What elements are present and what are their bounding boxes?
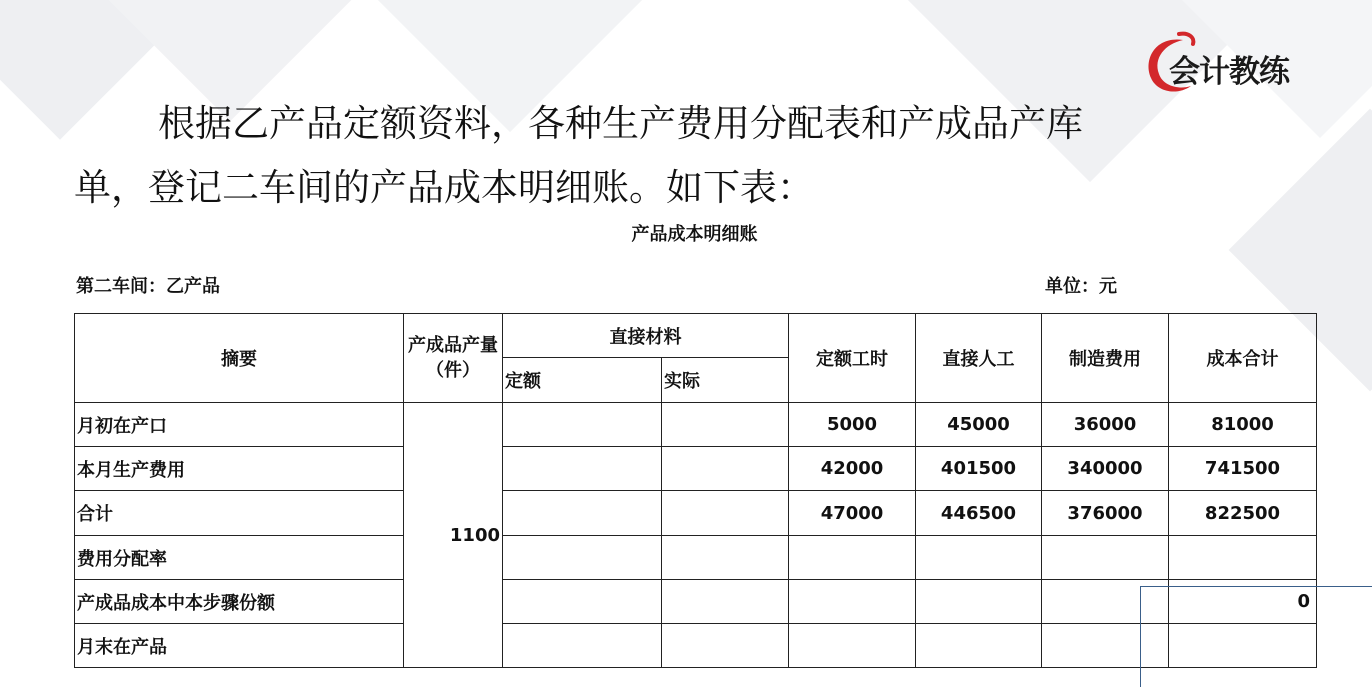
header-quota-hours: 定额工时 [789,314,916,403]
table-row [75,580,1317,624]
hours-cell: 47000 [789,491,916,536]
quota-cell [503,447,662,491]
hours-cell [789,580,916,624]
table-row [75,624,1317,668]
intro-line-1: 根据乙产品定额资料，各种生产费用分配表和产成品产库 [158,102,1083,145]
quota-cell [503,580,662,624]
output-qty-cell: 1100 [404,403,503,668]
overhead-cell [1042,536,1169,580]
overhead-cell: 340000 [1042,447,1169,491]
header-summary: 摘要 [75,314,404,403]
header-row [75,314,1317,358]
total-cell: 0 [1169,580,1317,624]
header-total-cost: 成本合计 [1169,314,1317,403]
quota-cell [503,403,662,447]
logo [1143,30,1313,100]
intro-paragraph [74,92,1224,220]
actual-cell [662,403,789,447]
header-direct-labor: 直接人工 [916,314,1042,403]
total-cell [1169,536,1317,580]
total-cell: 822500 [1169,491,1317,536]
table-row [75,491,1317,536]
row-label: 月末在产品 [75,624,404,668]
logo-text: 会计教练 [1169,54,1289,90]
row-label: 合计 [75,491,404,536]
header-direct-materials: 直接材料 [503,314,789,358]
labor-cell: 401500 [916,447,1042,491]
hours-cell [789,624,916,668]
quota-cell [503,624,662,668]
header-actual: 实际 [662,358,789,403]
actual-cell [662,491,789,536]
row-label: 月初在产口 [75,403,404,447]
hours-cell: 42000 [789,447,916,491]
total-cell: 81000 [1169,403,1317,447]
row-label: 产成品成本中本步骤份额 [75,580,404,624]
cost-ledger-table [74,313,1317,668]
labor-cell [916,580,1042,624]
actual-cell [662,580,789,624]
hours-cell: 5000 [789,403,916,447]
total-cell: 741500 [1169,447,1317,491]
workshop-label: 第二车间：乙产品 [76,276,220,297]
actual-cell [662,447,789,491]
ledger-title: 产品成本明细账 [631,224,758,245]
table-row [75,536,1317,580]
hours-cell [789,536,916,580]
quota-cell [503,491,662,536]
labor-cell [916,536,1042,580]
labor-cell: 45000 [916,403,1042,447]
quota-cell [503,536,662,580]
header-manufacturing-overhead: 制造费用 [1042,314,1169,403]
header-output-qty: 产成品产量（件） [404,314,503,403]
row-label: 费用分配率 [75,536,404,580]
actual-cell [662,624,789,668]
actual-cell [662,536,789,580]
table-row [75,403,1317,447]
labor-cell [916,624,1042,668]
overhead-cell: 36000 [1042,403,1169,447]
overhead-cell: 376000 [1042,491,1169,536]
selection-frame [1140,586,1372,687]
table-row [75,447,1317,491]
intro-line-2: 单，登记二车间的产品成本明细账。如下表： [74,166,814,209]
unit-label: 单位：元 [1045,276,1117,297]
header-quota: 定额 [503,358,662,403]
row-label: 本月生产费用 [75,447,404,491]
labor-cell: 446500 [916,491,1042,536]
